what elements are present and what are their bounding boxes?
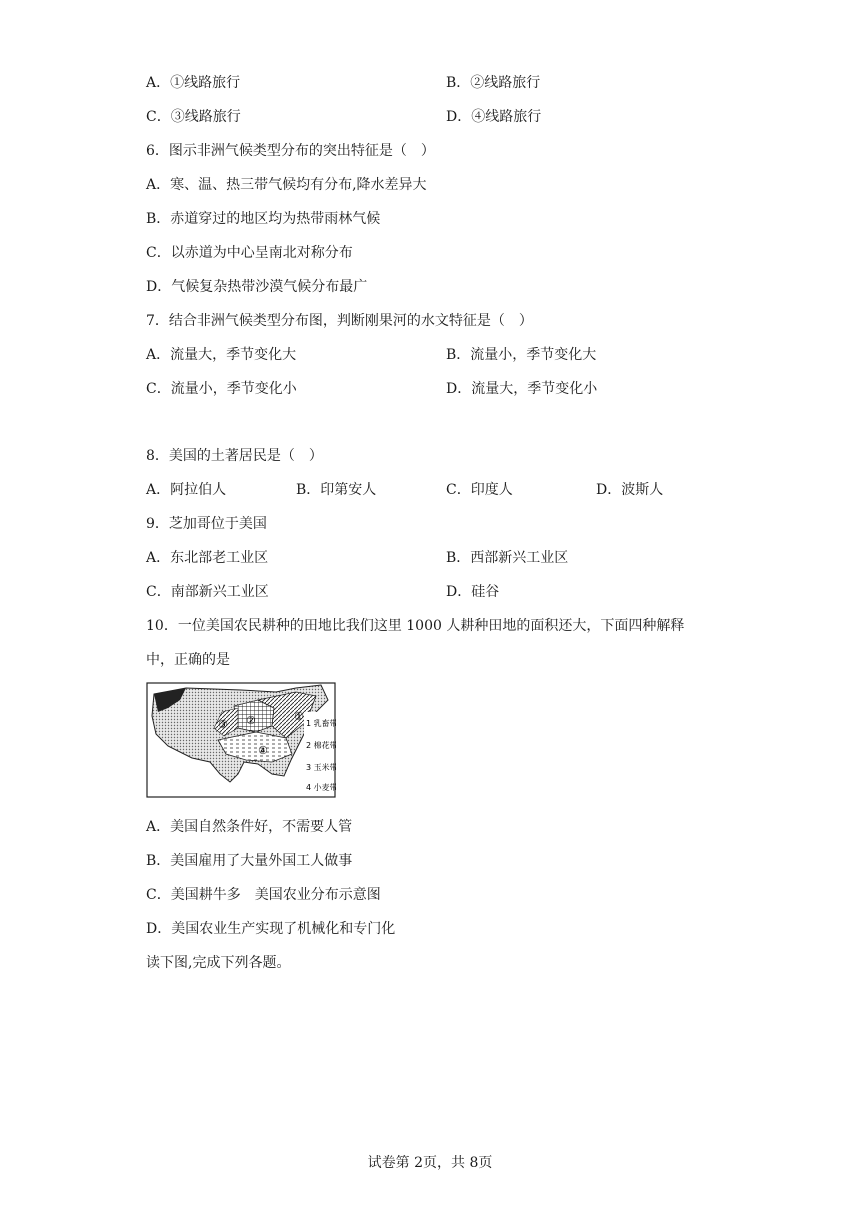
legend-item-1: 1 乳畜带 bbox=[306, 719, 336, 728]
q10-option-b: B．美国雇用了大量外国工人做事 bbox=[146, 853, 353, 869]
q7-option-b: B．流量小，季节变化大 bbox=[446, 347, 597, 363]
q6-option-b: B．赤道穿过的地区均为热带雨林气候 bbox=[146, 211, 381, 227]
legend-item-2: 2 棉花带 bbox=[306, 741, 336, 750]
q8-option-b: B．印第安人 bbox=[296, 482, 377, 498]
q6-stem: 6．图示非洲气候类型分布的突出特征是（ ） bbox=[146, 143, 435, 159]
q9-option-b: B．西部新兴工业区 bbox=[446, 550, 569, 566]
map-label-1: ① bbox=[294, 710, 304, 723]
q6-option-d: D．气候复杂热带沙漠气候分布最广 bbox=[146, 279, 368, 295]
q6-option-c: C．以赤道为中心呈南北对称分布 bbox=[146, 245, 353, 261]
q8-option-d: D．波斯人 bbox=[596, 482, 664, 498]
q6-option-a: A．寒、温、热三带气候均有分布,降水差异大 bbox=[146, 177, 427, 193]
legend-item-3: 3 玉米带 bbox=[306, 763, 336, 772]
q9-option-c: C．南部新兴工业区 bbox=[146, 584, 269, 600]
q5-option-d: D．④线路旅行 bbox=[446, 109, 542, 125]
map-label-4: ④ bbox=[258, 744, 268, 757]
read-figure-instruction: 读下图,完成下列各题。 bbox=[146, 955, 291, 971]
us-agriculture-map-svg bbox=[146, 682, 336, 798]
page-footer: 试卷第 2页，共 8页 bbox=[367, 1155, 493, 1171]
map-label-2: ② bbox=[246, 714, 256, 727]
map-label-3: ③ bbox=[218, 718, 228, 731]
q10-option-c: C．美国耕牛多 美国农业分布示意图 bbox=[146, 887, 381, 903]
q8-stem: 8．美国的土著居民是（ ） bbox=[146, 448, 323, 464]
q10-option-d: D．美国农业生产实现了机械化和专门化 bbox=[146, 921, 396, 937]
q7-option-d: D．流量大，季节变化小 bbox=[446, 381, 598, 397]
q5-option-a: A．①线路旅行 bbox=[146, 75, 241, 91]
q9-option-a: A．东北部老工业区 bbox=[146, 550, 269, 566]
q8-option-c: C．印度人 bbox=[446, 482, 513, 498]
q10-stem-line1: 10．一位美国农民耕种的田地比我们这里 1000 人耕种田地的面积还大，下面四种解释 bbox=[146, 618, 685, 634]
q7-option-a: A．流量大，季节变化大 bbox=[146, 347, 297, 363]
us-agriculture-map bbox=[146, 682, 336, 798]
q7-option-c: C．流量小，季节变化小 bbox=[146, 381, 297, 397]
q5-option-b: B．②线路旅行 bbox=[446, 75, 541, 91]
q7-stem: 7．结合非洲气候类型分布图，判断刚果河的水文特征是（ ） bbox=[146, 313, 533, 329]
q5-option-c: C．③线路旅行 bbox=[146, 109, 241, 125]
q10-option-a: A．美国自然条件好，不需要人管 bbox=[146, 819, 353, 835]
q9-stem: 9．芝加哥位于美国 bbox=[146, 516, 267, 532]
legend-item-4: 4 小麦带 bbox=[306, 783, 336, 792]
q10-stem-line2: 中，正确的是 bbox=[146, 652, 230, 668]
q9-option-d: D．硅谷 bbox=[446, 584, 500, 600]
q8-option-a: A．阿拉伯人 bbox=[146, 482, 227, 498]
